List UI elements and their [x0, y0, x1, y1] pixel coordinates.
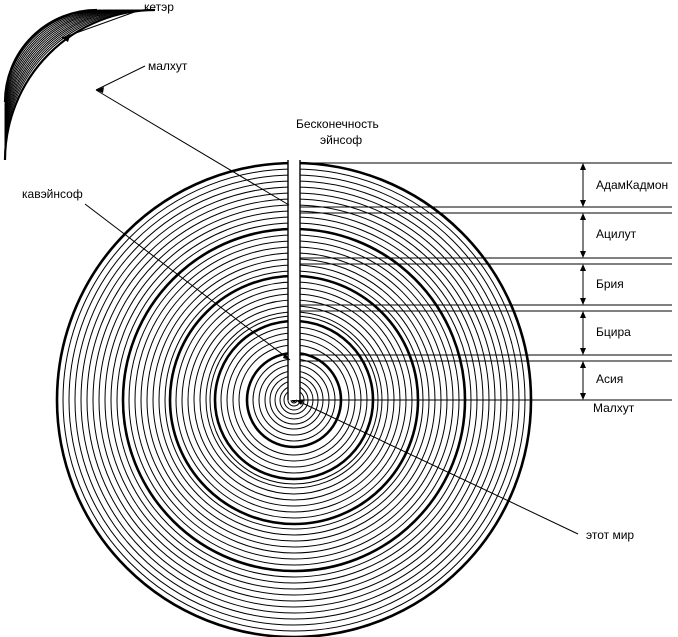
upper-arc-group	[5, 10, 155, 160]
world-label-asiya: Асия	[596, 372, 624, 386]
label-malkhut-bottom: Малхут	[593, 401, 635, 415]
label-ein-sof-line2: эйнсоф	[320, 133, 363, 147]
kav-channel	[288, 160, 300, 400]
label-this-world: этот мир	[586, 528, 635, 542]
world-brackets	[580, 163, 586, 400]
label-malkhut-top: малхут	[148, 59, 188, 73]
label-keter: кетэр	[144, 0, 174, 14]
label-kav-ein-sof: кавэйнсоф	[22, 187, 83, 201]
world-label-yetzira: Бцира	[596, 325, 631, 339]
world-label-adam-kadmon: АдамКадмон	[596, 178, 669, 192]
world-label-bria: Брия	[596, 277, 624, 291]
label-ein-sof-line1: Бесконечность	[296, 117, 379, 131]
world-label-atzilut: Ацилут	[596, 227, 637, 241]
